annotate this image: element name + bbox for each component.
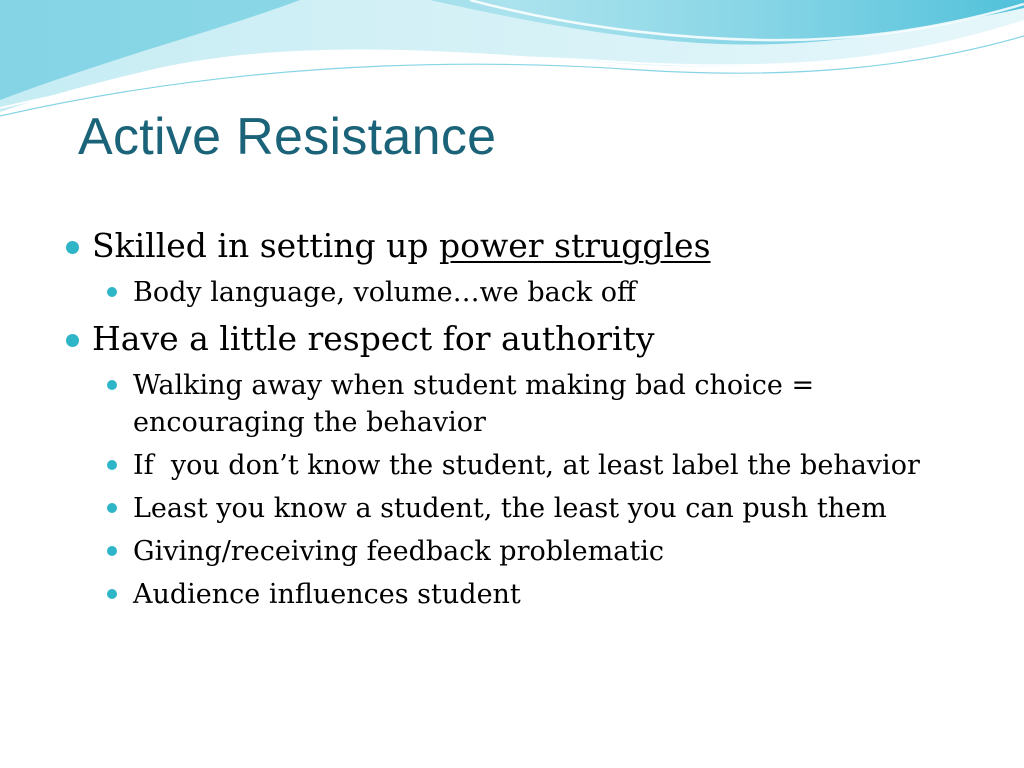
bullet-icon [66,241,79,254]
sub-bullet-item [104,274,962,311]
bullet-item-respect-authority [62,317,962,361]
bullet-text: Skilled in setting up [92,226,439,265]
sub-bullet-item [104,490,962,527]
sub-bullet-item [104,576,962,613]
slide-title: Active Resistance [78,108,497,166]
sub-bullet-icon [107,546,117,556]
sub-bullet-icon [107,287,117,297]
sub-bullet-icon [107,380,117,390]
bullet-list [62,218,962,613]
sub-bullet-item [104,447,962,484]
sub-bullet-text: Audience influences student [133,579,521,610]
bullet-text: Have a little respect for authority [92,319,655,358]
sub-bullet-text: Least you know a student, the least you can push them [133,493,887,524]
sub-bullet-icon [107,589,117,599]
underlined-text: power struggles [438,226,711,265]
sub-bullet-text: Giving/receiving feedback problematic [133,536,664,567]
sub-bullet-item [104,533,962,570]
sub-bullet-text: If you don’t know the student, at least label the behavior [133,450,920,481]
sub-bullet-icon [107,503,117,513]
sub-bullet-icon [107,460,117,470]
sub-bullet-text: Body language, volume…we back off [133,277,637,308]
sub-bullet-item [104,367,962,441]
sub-bullet-text: Walking away when student making bad choice = encouraging the behavior [133,370,815,438]
bullet-item-power-struggles [62,224,962,268]
bullet-icon [66,334,79,347]
